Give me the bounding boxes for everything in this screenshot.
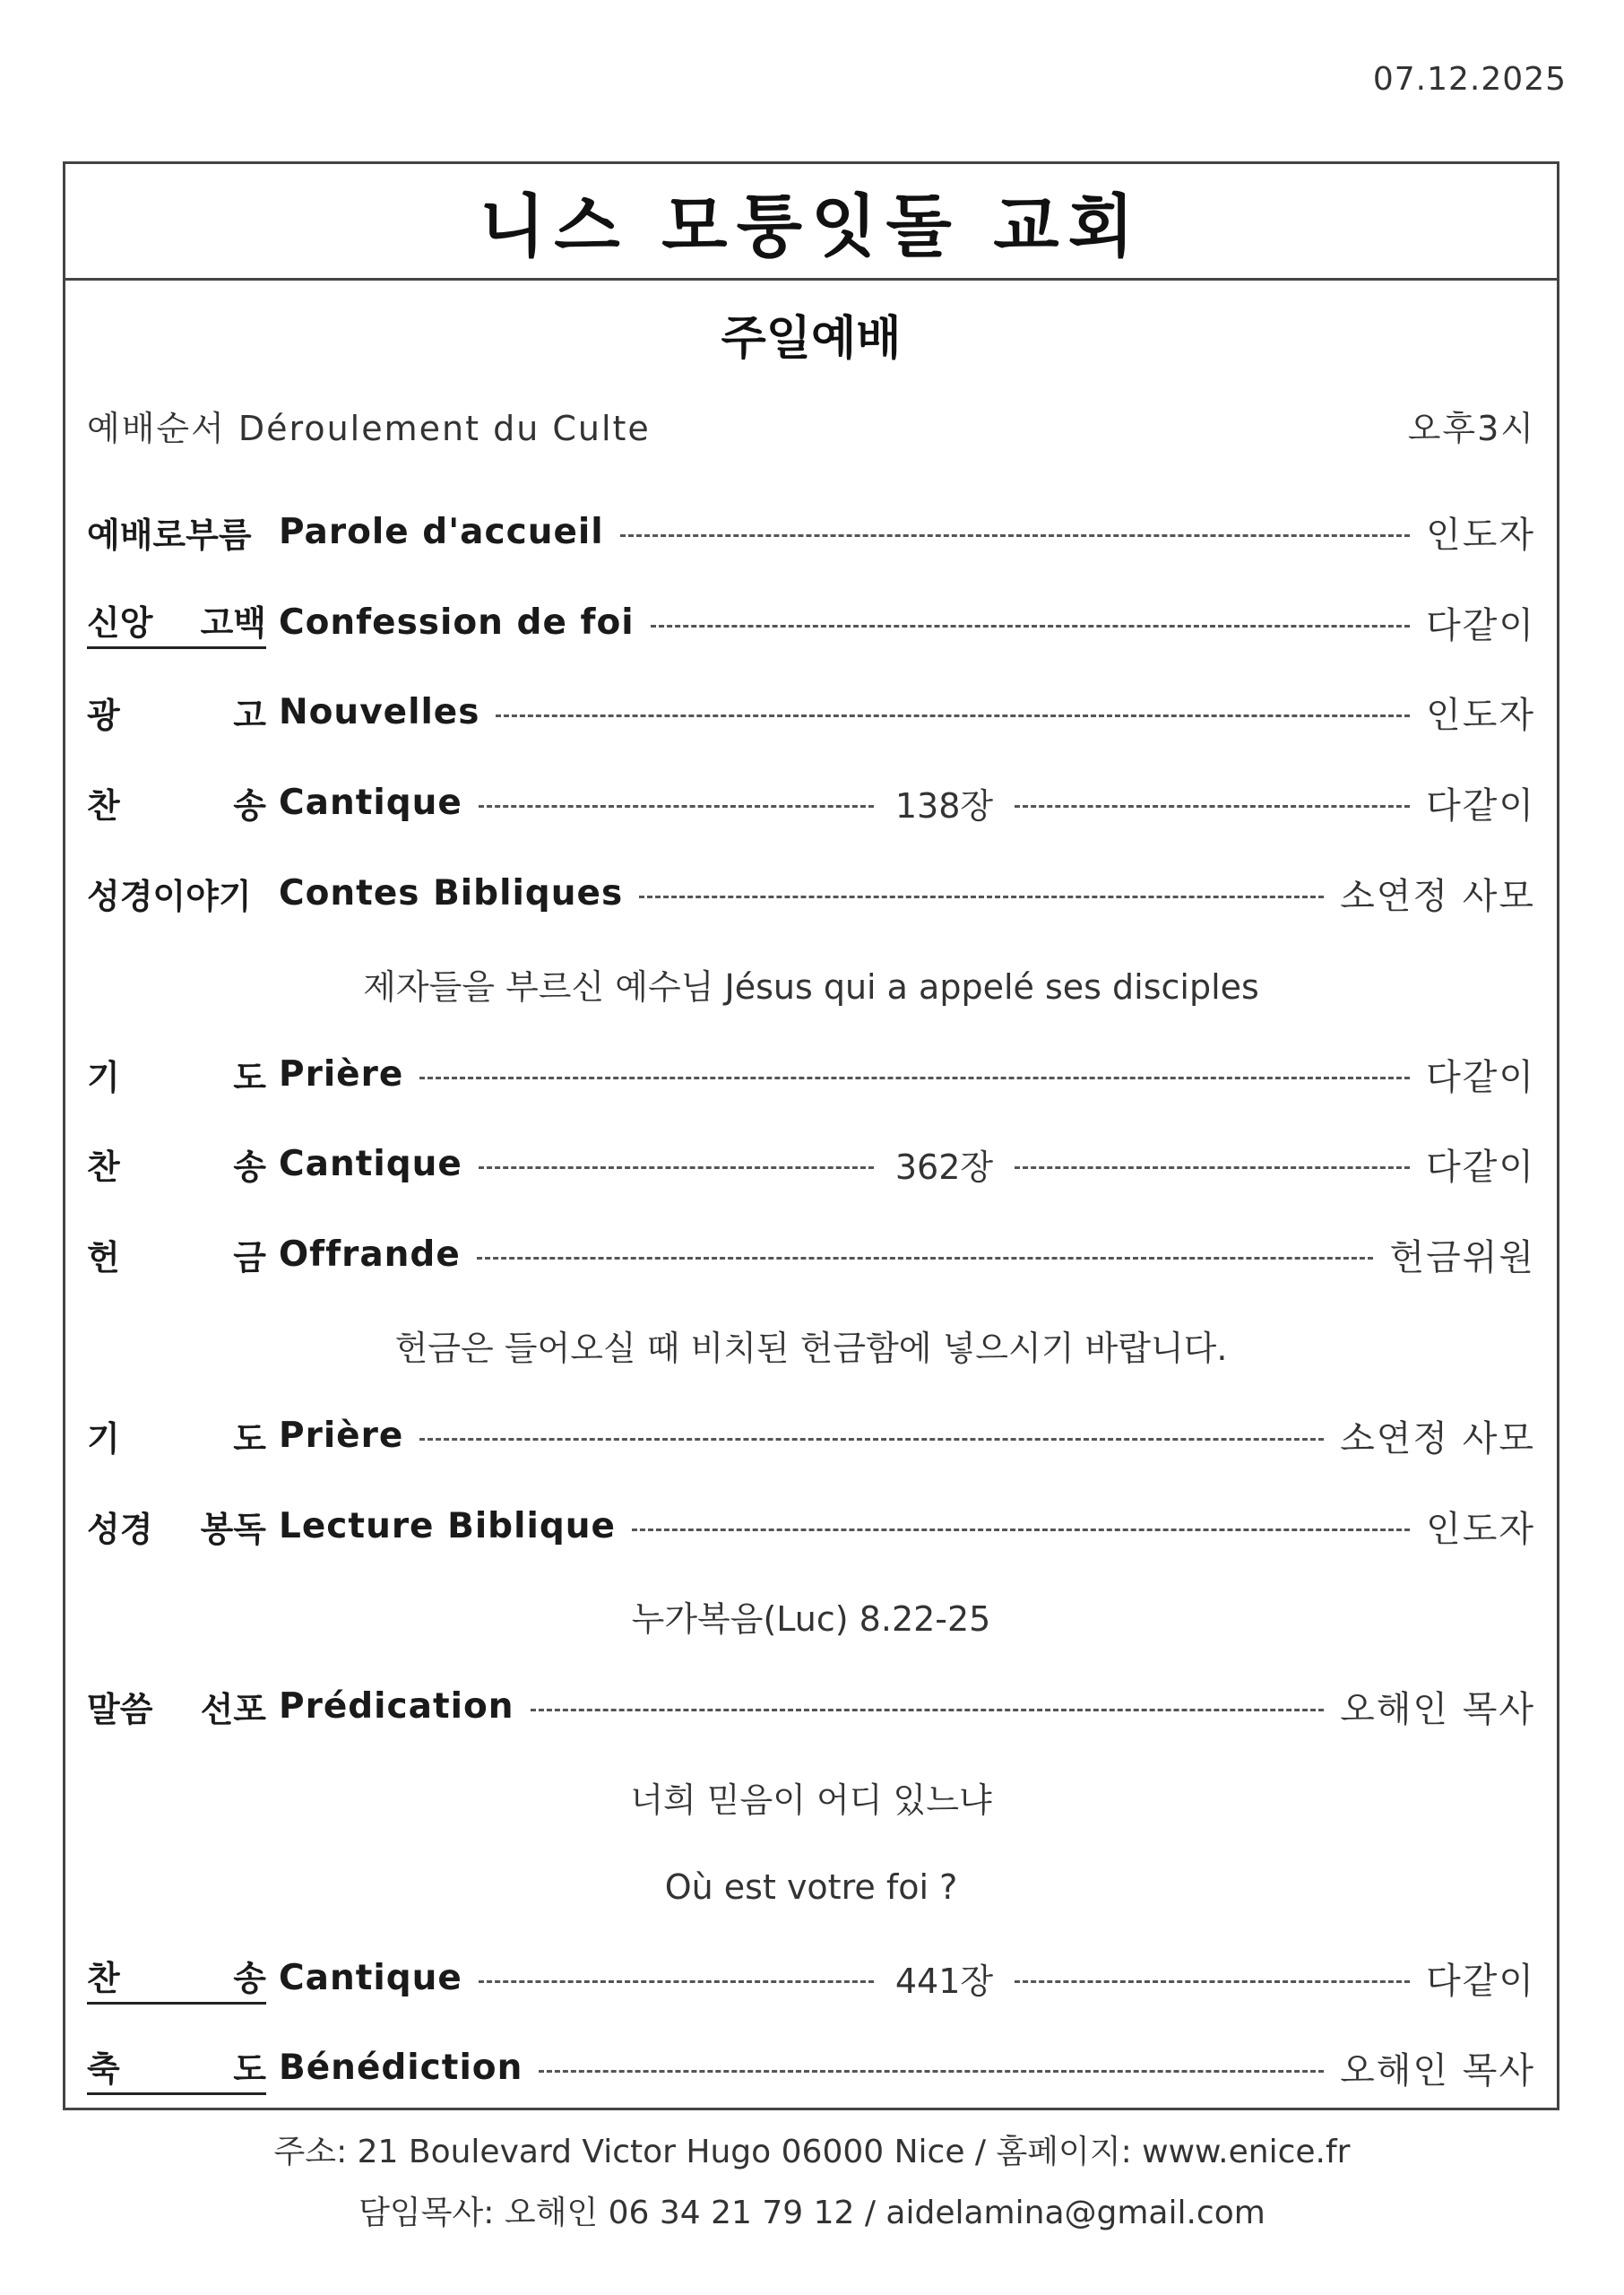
order-item-french: Prière [279,1415,404,1456]
order-item-korean-part: 고백 [200,603,266,644]
footer-address: 주소: 21 Boulevard Victor Hugo 06000 Nice / 홈페이지: www.enice.fr [273,2134,1351,2170]
order-item [65,1120,1557,1210]
order-item-korean-part: 성경이야기 [87,877,252,917]
footer-contact: 담임목사: 오해인 06 34 21 79 12 / aidelamina@gmail.com [358,2195,1266,2231]
order-item-korean-part: 도 [233,1057,266,1097]
order-item-korean [87,507,266,557]
order-item-korean-part: 도 [233,2048,266,2089]
order-item-korean-part: 성경 [87,1509,153,1549]
order-item-french: Contes Bibliques [279,873,624,914]
hymn-number: 441장 [894,1961,994,2001]
order-item-role: 인도자 [1426,514,1535,556]
order-item-french: Parole d'accueil [279,511,604,552]
leader-dots [1015,1166,1410,1169]
bulletin-date: 07.12.2025 [1372,61,1567,98]
order-item-korean-part: 신앙 [87,603,153,644]
order-item-korean [87,1411,266,1460]
order-item-korean-part: 찬 [87,1148,120,1188]
order-item-role: 소연정 사모 [1340,876,1535,918]
order-item-role: 인도자 [1426,1508,1535,1550]
order-item-french: Bénédiction [279,2048,523,2089]
leader-dots [639,896,1324,898]
order-header-label: 예배순서 Déroulement du Culte [87,408,651,448]
order-item-korean-part: 봉독 [200,1509,266,1549]
order-note: 너희 믿음이 어디 있느냐 [630,1780,992,1821]
leader-dots [419,1077,1410,1079]
order-item [65,758,1557,848]
order-item-french: Prédication [279,1686,514,1728]
leader-dots [539,2070,1324,2073]
order-item-french: Offrande [279,1234,461,1276]
hymn-number: 138장 [894,786,994,827]
order-item-korean-part: 찬 [87,786,120,827]
hymn-number: 362장 [894,1148,994,1188]
order-item-role: 오해인 목사 [1340,1689,1535,1731]
order-note: 헌금은 들어오실 때 비치된 헌금함에 넣으시기 바랍니다. [394,1329,1228,1369]
order-item-role: 다같이 [1426,1056,1535,1098]
order-item-korean [87,688,266,737]
leader-dots [531,1709,1325,1711]
order-item-korean-part: 헌 [87,1238,120,1278]
order-item-role: 다같이 [1426,1960,1535,2002]
order-item-korean [87,595,266,649]
order-item [65,1029,1557,1120]
order-item [65,848,1557,939]
order-item-role: 다같이 [1426,1147,1535,1189]
order-item-korean-part: 기 [87,1418,120,1459]
order-item-korean-part: 광 [87,696,120,736]
order-list [65,487,1557,2113]
order-item-korean [87,2041,266,2095]
leader-dots [1015,805,1410,808]
order-item-french: Cantique [279,1144,462,1185]
order-item [65,1209,1557,1300]
order-item-role: 다같이 [1426,785,1535,827]
order-item [65,577,1557,668]
order-item-korean-part: 기 [87,1057,120,1097]
order-item [65,1481,1557,1572]
order-note: 제자들을 부르신 예수님 Jésus qui a appelé ses disciples [363,966,1259,1007]
order-item-role: 인도자 [1426,695,1535,737]
order-item-korean [87,1230,266,1279]
leader-dots [419,1438,1324,1441]
order-note: 누가복음(Luc) 8.22-25 [631,1599,991,1640]
bulletin-frame [63,161,1559,2110]
order-item-korean [87,1050,266,1099]
order-item-korean-part: 선포 [200,1690,266,1730]
order-note: Où est votre foi ? [664,1867,958,1908]
leader-dots [651,625,1410,628]
order-item-korean-part: 축 [87,2048,120,2089]
order-header [65,397,1557,453]
leader-dots [479,1166,874,1169]
order-item-korean [87,1951,266,2005]
order-item-french: Prière [279,1053,404,1095]
order-item-korean-part: 말씀 [87,1690,153,1730]
order-item-korean-part: 고 [233,696,266,736]
service-title: 주일예배 [721,312,902,366]
order-item-role: 소연정 사모 [1340,1417,1535,1459]
order-item-french: Cantique [279,783,462,824]
order-item-korean-part: 송 [233,1959,266,1999]
order-item-korean-part: 찬 [87,1959,120,1999]
title-band [65,164,1557,281]
order-item-korean-part: 예배로부름 [87,515,252,555]
order-item-role: 오해인 목사 [1340,2050,1535,2092]
order-item-french: Confession de foi [279,602,635,643]
order-item-french: Nouvelles [279,692,480,733]
order-item [65,1933,1557,2023]
leader-dots [479,805,874,808]
order-item-korean [87,1502,266,1551]
order-item [65,1390,1557,1481]
order-item [65,487,1557,577]
service-time: 오후3시 [1407,408,1535,448]
order-item-french: Lecture Biblique [279,1505,616,1546]
order-item-french: Cantique [279,1957,462,1998]
order-item-korean-part: 송 [233,786,266,827]
order-item-korean [87,869,266,918]
leader-dots [479,1980,874,1983]
order-item-role: 다같이 [1426,604,1535,646]
leader-dots [632,1529,1410,1531]
leader-dots [620,534,1410,537]
order-item-korean [87,778,266,827]
order-item [65,1661,1557,1752]
order-item [65,2023,1557,2114]
order-item-korean-part: 금 [233,1238,266,1278]
order-item-korean [87,1139,266,1189]
church-name: 니스 모퉁잇돌 교회 [479,186,1144,266]
order-item [65,668,1557,758]
leader-dots [1015,1980,1410,1983]
order-item-role: 헌금위원 [1389,1237,1535,1279]
order-item-korean-part: 송 [233,1148,266,1188]
leader-dots [496,714,1410,717]
order-item-korean [87,1682,266,1731]
leader-dots [477,1257,1374,1260]
order-item-korean-part: 도 [233,1418,266,1459]
